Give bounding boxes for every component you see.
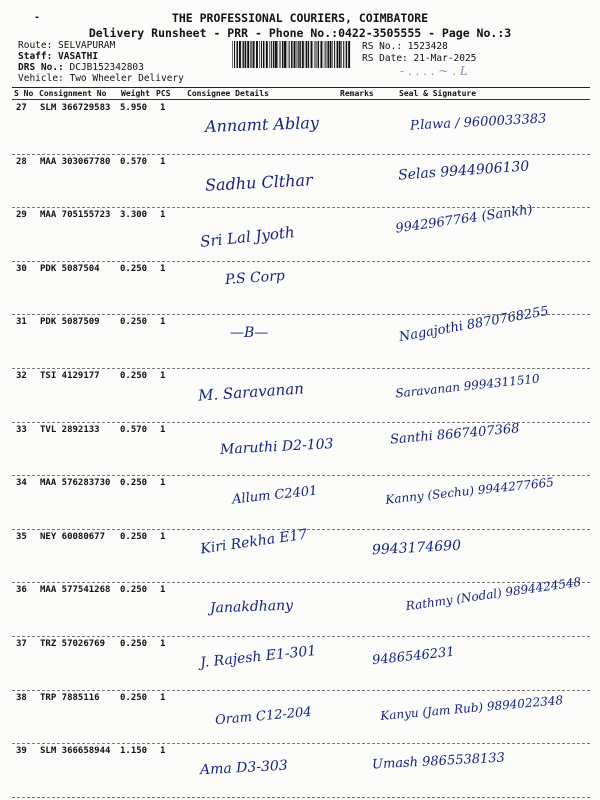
col-remarks: Remarks — [340, 89, 374, 98]
row-pcs: 1 — [160, 639, 166, 649]
row-weight: 0.250 — [120, 317, 148, 328]
barcode-bar — [308, 41, 310, 68]
row-weight: 0.570 — [120, 156, 148, 167]
table-row — [0, 101, 600, 155]
row-pcs: 1 — [160, 478, 166, 489]
table-row — [0, 155, 600, 209]
corner-mark: - — [34, 12, 41, 23]
seal-signature: Selas 9944906130 — [397, 158, 530, 184]
seal-signature: 9486546231 — [371, 644, 456, 669]
row-consignment: PDK 5087509 — [40, 317, 100, 328]
consignee-signature: Oram C12-204 — [214, 704, 313, 728]
barcode-bar — [261, 41, 262, 68]
col-pcs: PCS — [156, 89, 171, 98]
row-pcs: 1 — [160, 424, 166, 435]
row-consignment: MAA 705155723 — [40, 210, 111, 221]
seal-signature: Kanyu (Jam Rub) 9894022348 — [379, 692, 564, 723]
barcode-bar — [306, 41, 307, 68]
barcode-bar — [294, 41, 296, 68]
barcode-bar — [343, 41, 344, 68]
row-weight: 0.250 — [120, 263, 148, 274]
seal-signature: Nagajothi 8870768255 — [397, 304, 550, 346]
barcode-image — [232, 41, 352, 68]
row-pcs: 1 — [160, 371, 166, 381]
barcode-bar — [242, 41, 243, 68]
table-row — [0, 304, 600, 369]
row-sno: 39 — [16, 746, 27, 757]
row-sno: 30 — [16, 263, 27, 274]
consignee-signature: —B— — [230, 325, 269, 342]
consignee-signature: Sadhu Clthar — [204, 169, 314, 195]
barcode-bar — [314, 41, 315, 68]
row-consignment: NEY 60080677 — [40, 531, 106, 542]
barcode-bar — [278, 41, 279, 68]
seal-signature: 9943174690 — [371, 537, 462, 559]
row-consignment: MAA 576283730 — [40, 478, 111, 489]
seal-signature: P.lawa / 9600033383 — [409, 111, 547, 134]
barcode-bar — [291, 41, 293, 68]
row-sno: 33 — [16, 424, 27, 435]
barcode-bar — [273, 41, 275, 68]
barcode-bar — [287, 41, 288, 68]
col-weight: Weight — [121, 89, 150, 98]
barcode-bar — [232, 41, 233, 68]
row-sno: 35 — [16, 531, 27, 542]
barcode-bar — [318, 41, 320, 68]
table-row — [0, 526, 600, 584]
consignee-signature: Kiri Rekha E17 — [199, 526, 309, 558]
vehicle-text: Vehicle: Two Wheeler Delivery — [18, 73, 184, 84]
barcode-bar — [320, 41, 322, 68]
consignee-signature: Annamt Ablay — [204, 113, 320, 136]
drs-number — [18, 62, 144, 73]
consignee-signature: Janakdhany — [209, 597, 294, 617]
barcode-bar — [253, 41, 255, 68]
row-sno: 28 — [16, 156, 27, 167]
barcode-bar — [325, 41, 326, 68]
row-weight: 3.300 — [120, 210, 148, 221]
drs-value: DCJB152342803 — [69, 62, 144, 73]
barcode-bar — [269, 41, 270, 68]
row-consignment: TVL 2892133 — [40, 424, 100, 435]
barcode-bar — [251, 41, 252, 68]
barcode-bar — [305, 41, 306, 68]
barcode-bar — [266, 41, 268, 68]
barcode-bar — [330, 41, 332, 68]
row-sno: 32 — [16, 371, 27, 381]
col-consignment: Consignment No — [39, 89, 107, 98]
row-sno: 27 — [16, 103, 27, 113]
row-sno: 38 — [16, 692, 27, 703]
row-sno: 34 — [16, 478, 27, 489]
row-weight: 5.950 — [120, 103, 148, 113]
company-title: THE PROFESSIONAL COURIERS, COIMBATORE — [171, 11, 429, 25]
row-consignment: TRZ 57026769 — [40, 639, 106, 649]
barcode-bar — [256, 41, 258, 68]
table-row — [0, 637, 600, 691]
seal-signature: Saravanan 9994311510 — [394, 371, 541, 401]
runsheet-subtitle: Delivery Runsheet - PRR - Phone No.:0422-3505555 - Page No.:3 — [88, 26, 512, 40]
table-row — [0, 691, 600, 745]
column-rule — [12, 99, 590, 100]
row-consignment: PDK 5087504 — [40, 263, 100, 274]
barcode-bar — [327, 41, 329, 68]
rs-date: RS Date: 21-Mar-2025 — [362, 53, 477, 64]
row-consignment: SLM 366729583 — [40, 103, 111, 113]
row-pcs: 1 — [160, 103, 166, 113]
col-seal: Seal & Signature — [399, 89, 477, 98]
row-pcs: 1 — [160, 210, 166, 221]
col-consignee: Consignee Details — [187, 89, 269, 98]
seal-signature: Rathmy (Nodal) 9894424548 — [404, 575, 583, 614]
header-rule — [12, 87, 590, 88]
col-sno: S No — [14, 89, 34, 98]
table-row — [0, 575, 600, 637]
barcode-bar — [302, 41, 304, 68]
barcode-bar — [259, 41, 260, 68]
barcode-bar — [263, 41, 265, 68]
barcode-bar — [316, 41, 317, 68]
table-row — [0, 476, 600, 530]
seal-signature: Umash 9865538133 — [371, 750, 506, 773]
table-row — [0, 262, 600, 316]
row-weight: 0.250 — [120, 692, 148, 703]
row-weight: 1.150 — [120, 746, 148, 757]
consignee-signature: Sri Lal Jyoth — [199, 223, 296, 252]
drs-label: DRS No.: — [18, 62, 64, 73]
row-pcs: 1 — [160, 317, 166, 328]
table-row — [0, 420, 600, 477]
barcode-bar — [324, 41, 325, 68]
barcode-bar — [284, 41, 286, 68]
barcode-bar — [337, 41, 339, 68]
row-sno: 29 — [16, 210, 27, 221]
barcode-bar — [341, 41, 342, 68]
barcode-bar — [297, 41, 298, 68]
row-weight: 0.250 — [120, 371, 148, 381]
barcode-bar — [275, 41, 277, 68]
row-pcs: 1 — [160, 746, 166, 757]
top-scribble: - . . . . ~ . L — [400, 64, 468, 78]
consignee-signature: Maruthi D2-103 — [219, 435, 334, 458]
row-pcs: 1 — [160, 263, 166, 274]
barcode-bar — [245, 41, 247, 68]
table-row — [0, 369, 600, 423]
row-sno: 36 — [16, 585, 27, 596]
barcode-bar — [247, 41, 249, 68]
barcode-bar — [289, 41, 290, 68]
row-weight: 0.250 — [120, 585, 148, 596]
barcode-bar — [311, 41, 313, 68]
barcode-bar — [271, 41, 272, 68]
barcode-bar — [234, 41, 235, 68]
row-weight: 0.250 — [120, 639, 148, 649]
row-pcs: 1 — [160, 156, 166, 167]
row-consignment: SLM 366658944 — [40, 746, 111, 757]
row-weight: 0.250 — [120, 478, 148, 489]
consignee-signature: Ama D3-303 — [199, 757, 289, 779]
barcode-bar — [282, 41, 284, 68]
row-consignment: TRP 7885116 — [40, 692, 100, 703]
row-pcs: 1 — [160, 692, 166, 703]
table-row — [0, 202, 600, 262]
row-consignment: TSI 4129177 — [40, 371, 100, 381]
row-consignment: MAA 303067780 — [40, 156, 111, 167]
row-divider — [12, 797, 590, 798]
staff-text: Staff: VASATHI — [18, 51, 99, 62]
barcode-bar — [299, 41, 301, 68]
table-row — [0, 744, 600, 798]
consignee-signature: J. Rajesh E1-301 — [199, 642, 318, 672]
consignee-signature: Allum C2401 — [231, 483, 319, 508]
consignee-signature: P.S Corp — [224, 267, 286, 288]
seal-signature: 9942967764 (Sankh) — [394, 202, 534, 237]
row-sno: 31 — [16, 317, 27, 328]
row-consignment: MAA 577541268 — [40, 585, 111, 596]
barcode-bar — [280, 41, 281, 68]
barcode-bar — [332, 41, 333, 68]
seal-signature: Santhi 8667407368 — [389, 420, 521, 448]
consignee-signature: M. Saravanan — [197, 379, 305, 405]
rs-number: RS No.: 1523428 — [362, 41, 448, 52]
seal-signature: Kanny (Sechu) 9944277665 — [384, 475, 555, 507]
barcode-bar — [348, 41, 350, 68]
route-text: Route: SELVAPURAM — [18, 40, 116, 51]
row-pcs: 1 — [160, 531, 166, 542]
barcode-bar — [239, 41, 241, 68]
barcode-bar — [334, 41, 335, 68]
barcode-bar — [339, 41, 341, 68]
barcode-bar — [346, 41, 348, 68]
row-pcs: 1 — [160, 585, 166, 596]
row-sno: 37 — [16, 639, 27, 649]
barcode-bar — [236, 41, 238, 68]
barcode-bar — [298, 41, 299, 68]
row-weight: 0.570 — [120, 424, 148, 435]
barcode-bar — [250, 41, 251, 68]
barcode-bar — [243, 41, 244, 68]
row-weight: 0.250 — [120, 531, 148, 542]
